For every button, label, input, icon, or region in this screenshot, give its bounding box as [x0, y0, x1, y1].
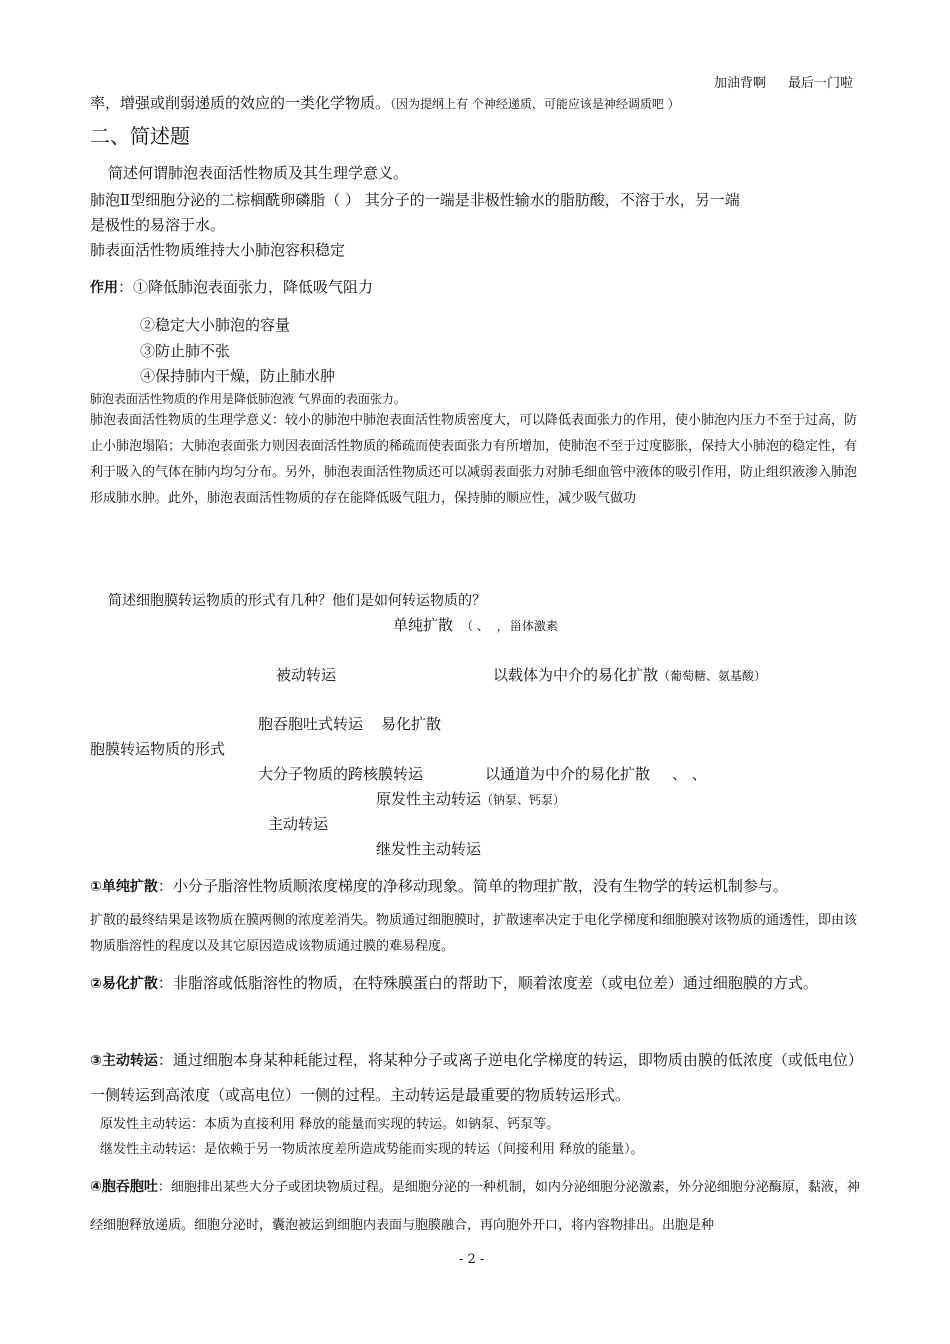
tree-simple-note: 甾体激素: [509, 619, 558, 633]
page-number: - 2 -: [459, 1252, 485, 1267]
tree-endo-line: [258, 713, 441, 734]
p3-text: ：通过细胞本身某种耗能过程，将某种分子或离子逆电化学梯度的转运，即物质由膜的低浓度（或低电位）一侧转运到高浓度（或高电位）一侧的过程。主动转运是最重要的物质转运形式。: [90, 1051, 856, 1104]
tree-channel-line: [485, 763, 707, 784]
q1-title: 简述何谓肺泡表面活性物质及其生理学意义。: [108, 164, 409, 182]
tree-primary: 原发性主动转运: [376, 790, 482, 808]
tree-macro: 大分子物质的跨核膜转运: [258, 765, 424, 783]
tree-facil: 易化扩散: [381, 715, 442, 733]
p1-small: 扩散的最终结果是该物质在膜两侧的浓度差消失。物质通过细胞膜时，扩散速率决定于电化学梯度和细胞膜对该物质的通透性，即由该物质脂溶性的程度以及其它原因造成该物质通过膜的难易程度。: [90, 913, 858, 954]
q1-small2: 肺泡表面活性物质的生理学意义：较小的肺泡中肺泡表面活性物质密度大，可以降低表面张力的作用，使小肺泡内压力不至于过高，防止小肺泡塌陷；大肺泡表面张力则因表面活性物质的稀疏而使表面张力有所增加，使肺泡不至于过度膨胀，保持大小肺泡的稳定性，有利于吸入的气体在肺内均匀分布。另外，肺泡表面活性物质还可以减弱表面张力对肺毛细血管中液体的吸引作用，防止组织液渗入肺泡形成肺水肿。此外，肺泡表面活性物质的存在能降低吸气阻力，保持肺的顺应性，减少吸气做功: [90, 413, 858, 506]
q2-title: 简述细胞膜转运物质的形式有几种？他们是如何转运物质的？: [108, 593, 486, 609]
tree-simple-label: 单纯扩散: [393, 616, 454, 634]
section-title: 二、简述题: [90, 124, 190, 148]
p3-small2: 继发性主动转运：是依赖于另一物质浓度差所造成势能而实现的转运（间接利用 释放的能量）。: [100, 1142, 644, 1157]
p4-label: ④胞吞胞吐: [90, 1179, 158, 1195]
header-right-text: 最后一门啦: [788, 76, 854, 91]
tree-carrier-note: （葡萄糖、氨基酸）: [658, 669, 767, 683]
q1-role4: ④保持肺内干燥，防止肺水肿: [140, 367, 336, 385]
tree-passive: 被动转运: [276, 666, 337, 684]
q1-role-label: 作用: [90, 280, 118, 296]
tree-primary-note: （钠泵、钙泵）: [481, 793, 566, 807]
p3-para: [90, 1043, 860, 1112]
tree-carrier: [493, 664, 766, 685]
q1-role2: ②稳定大小肺泡的容量: [140, 316, 291, 334]
q1-role1: ①降低肺泡表面张力，降低吸气阻力: [133, 278, 374, 296]
p3-small1: 原发性主动转运：本质为直接利用 释放的能量而实现的转运。如钠泵、钙泵等。: [100, 1117, 560, 1132]
p4-para: [90, 1168, 860, 1244]
tree-channel: 以通道为中介的易化扩散: [485, 765, 651, 783]
tree-active: 主动转运: [268, 815, 329, 833]
intro-line: [90, 92, 680, 113]
p2-para: [90, 966, 860, 1001]
tree-carrier-label: 以载体为中介的易化扩散: [493, 666, 659, 684]
q1-line1: 肺泡Ⅱ型细胞分泌的二棕榈酰卵磷脂（ ） 其分子的一端是非极性输水的脂肪酸，不溶于水，另一端: [90, 191, 740, 209]
q1-small1: 肺泡表面活性物质的作用是降低肺泡液 气界面的表面张力。: [90, 392, 406, 406]
p1-text: ：小分子脂溶性物质顺浓度梯度的净移动现象。简单的物理扩散，没有生物学的转运机制参与。: [157, 877, 788, 895]
q1-role3: ③防止肺不张: [140, 342, 231, 360]
tree-secondary: 继发性主动转运: [376, 840, 482, 858]
p1-label: ①单纯扩散: [90, 879, 158, 895]
tree-channel-marks: 、 、: [672, 765, 707, 783]
header-left-text: 加油背啊: [714, 76, 767, 91]
tree-simple-paren: （ 、: [461, 619, 483, 633]
tree-endo: 胞吞胞吐式转运: [258, 715, 364, 733]
tree-simple-dot: ，: [496, 620, 508, 633]
q1-role-sep: ：: [118, 278, 134, 296]
q1-line2: 是极性的易溶于水。: [90, 216, 226, 234]
p1-line: [90, 875, 788, 896]
p4-text: ：细胞排出某些大分子或团块物质过程。是细胞分泌的一种机制，如内分泌细胞分泌激素，外分泌细胞分泌酶原，黏液，神经细胞释放递质。细胞分泌时，囊泡被运到细胞内表面与胞膜融合，再向胞外开口，将内容物排出。出胞是种: [90, 1180, 860, 1233]
p2-text: ：非脂溶或低脂溶性的物质，在特殊膜蛋白的帮助下，顺着浓度差（或电位差）通过细胞膜的方式。: [157, 974, 818, 992]
tree-simple: [393, 614, 558, 635]
q1-role-line: [90, 276, 373, 297]
tree-primary-line: [376, 788, 565, 809]
p3-label: ③主动转运: [90, 1053, 158, 1069]
q1-line3: 肺表面活性物质维持大小肺泡容积稳定: [90, 241, 346, 259]
intro-note: （因为提纲上有 个神经递质，可能应该是神经调质吧 ）: [390, 97, 680, 111]
intro-main: 率，增强或削弱递质的效应的一类化学物质。: [90, 94, 391, 112]
p2-label: ②易化扩散: [90, 976, 158, 992]
tree-root: 胞膜转运物质的形式: [90, 740, 226, 758]
